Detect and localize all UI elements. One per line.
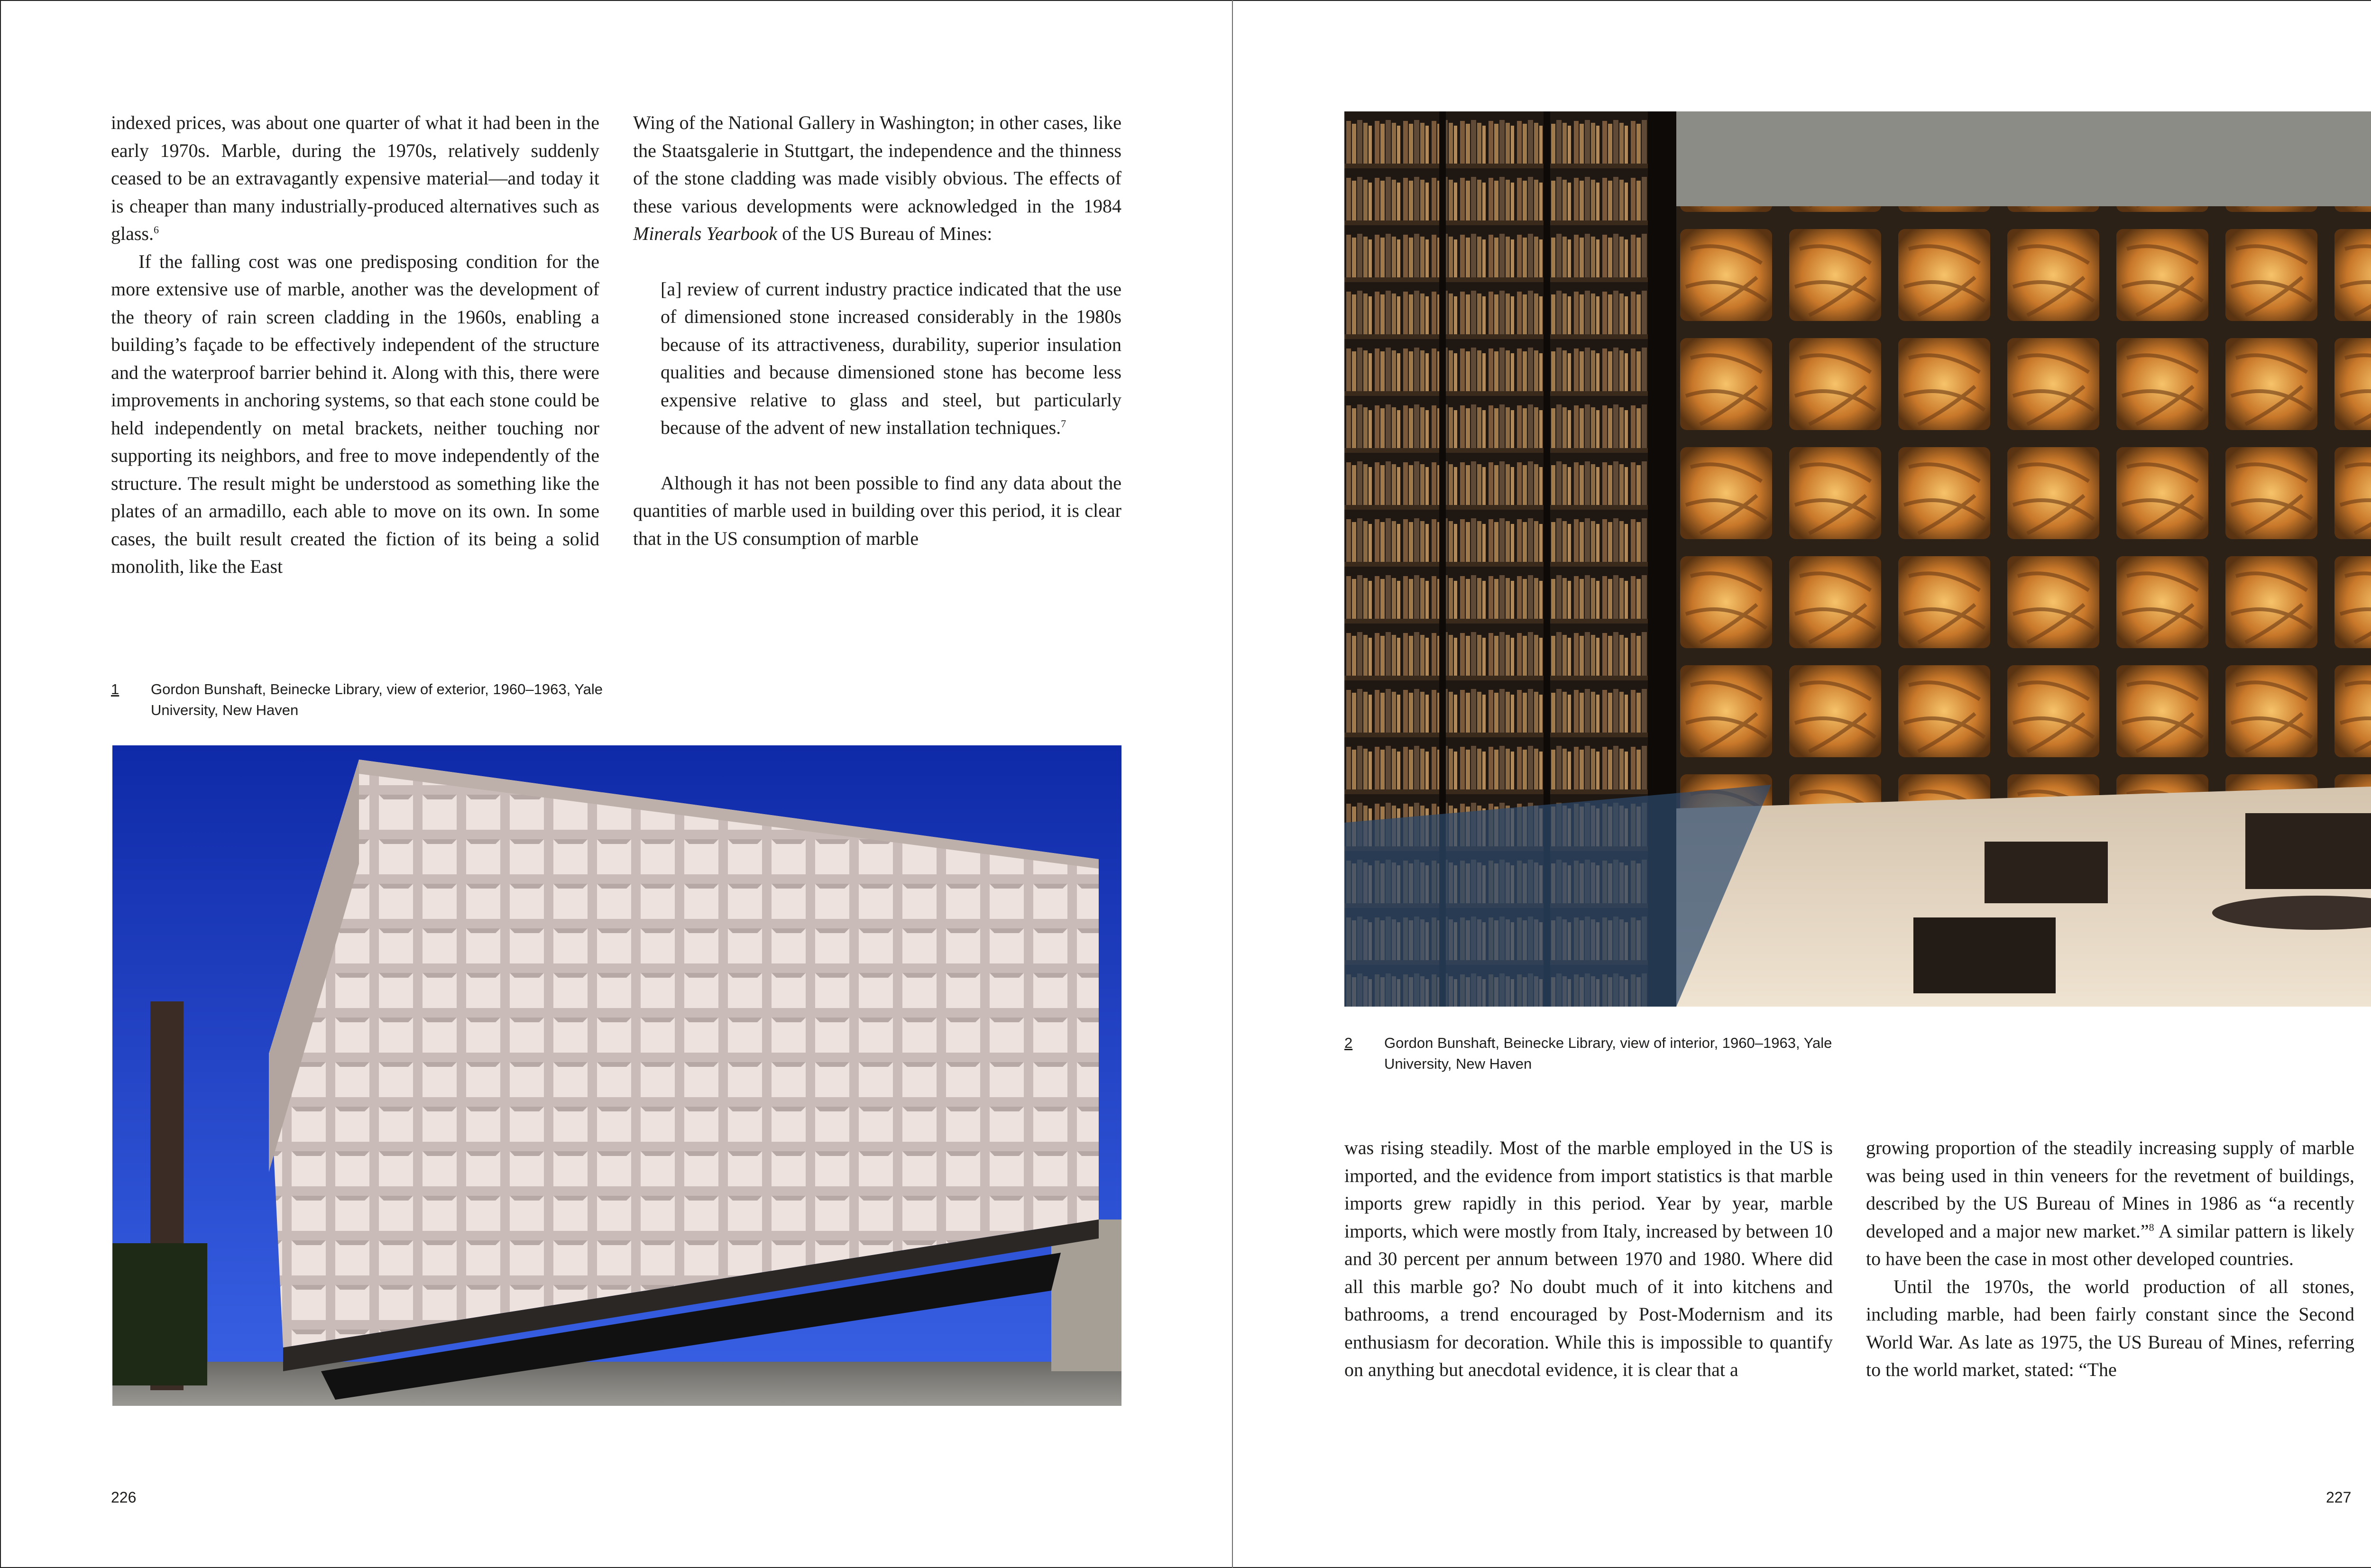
paragraph: growing proportion of the steadily increasing supply of marble was being used in thin veneers for the revetment of buildings, described by the US Bureau of Mines in 1986 as “a recently developed and a major new market.”$^8$ A similar pattern is likely to have been the case in most other developed countries. — [1866, 1137, 2354, 1269]
figure-2-interior-photo — [1344, 111, 2371, 1007]
footnote-ref[interactable]: 6 — [154, 224, 159, 236]
paragraph: Wing of the National Gallery in Washington; in other cases, like the Staatsgalerie in Stuttgart, the independence and the thinness of the stone cladding was made visibly obvious. The effects of these various developments were acknowledged in the 1984 Minerals Yearbook of the US Bureau of Mines: — [633, 112, 1121, 244]
page-number-left: 226 — [111, 1489, 137, 1506]
paragraph: Until the 1970s, the world production of all stones, including marble, had been fairly constant since the Second World War. As late as 1975, the US Bureau of Mines, referring to the world market, stated: “The — [1866, 1275, 2354, 1380]
paragraph: indexed prices, was about one quarter of what it had been in the early 1970s. Marble, during the 1970s, relatively suddenly ceased to be an extravagantly expensive material—and today it is cheaper than many industrially-produced alternatives such as glass.$^6$ — [111, 112, 599, 244]
left-page-column-1 — [111, 109, 599, 581]
figure-2-caption — [1344, 1033, 1875, 1075]
figure-1-exterior-photo — [112, 745, 1121, 1406]
right-page-column-2 — [1866, 1134, 2354, 1384]
figure-number: 1 — [111, 681, 119, 697]
right-page-column-1 — [1344, 1134, 1833, 1384]
block-quote: [a] review of current industry practice indicated that the use of dimensioned stone increased considerably in the 1980s because of its attractiveness, durability, superior insulation qualities and because dimensioned stone has become less expensive relative to glass and steel, but particularly because of the advent of new installation techniques.$^7$ — [661, 278, 1121, 438]
caption-text: Gordon Bunshaft, Beinecke Library, view of exterior, 1960–1963, Yale University, New Haven — [151, 681, 603, 718]
beinecke-interior-illustration — [1344, 111, 2371, 1007]
footnote-ref[interactable]: 7 — [1061, 418, 1066, 430]
paragraph: Although it has not been possible to find any data about the quantities of marble used in building over this period, it is clear that in the US consumption of marble — [633, 472, 1121, 549]
page-number-right: 227 — [2326, 1489, 2352, 1506]
footnote-ref[interactable]: 8 — [2149, 1221, 2154, 1233]
figure-number: 2 — [1344, 1035, 1353, 1051]
figure-1-caption — [111, 679, 642, 722]
paragraph: was rising steadily. Most of the marble employed in the US is imported, and the evidence from import statistics is that marble imports grew rapidly in this period. Year by year, marble imports, which were mostly from Italy, increased by between 10 and 30 percent per annum between 1970 and 1980. Where did all this marble go? No doubt much of it into kitchens and bathrooms, a trend encouraged by Post-Modernism and its enthusiasm for decoration. While this is impossible to quantify on anything but anecdotal evidence, it is clear that a — [1344, 1137, 1833, 1380]
paragraph: If the falling cost was one predisposing condition for the more extensive use of marble, another was the development of the theory of rain screen cladding in the 1960s, enabling a building’s façade to be effectively independent of the structure and the waterproof barrier behind it. Along with this, there were improvements in anchoring systems, so that each stone could be held independently on metal brackets, neither touching nor supporting its neighbors, and free to move independently of the structure. The result might be understood as something like the plates of an armadillo, each able to move on its own. In some cases, the built result created the fiction of its being a solid monolith, like the East — [111, 250, 599, 577]
caption-text: Gordon Bunshaft, Beinecke Library, view of interior, 1960–1963, Yale University, New Haven — [1384, 1035, 1832, 1072]
publication-title: Minerals Yearbook — [633, 223, 778, 244]
left-page-column-2 — [633, 109, 1121, 552]
gutter-fold — [1232, 0, 1233, 1568]
beinecke-exterior-illustration — [112, 745, 1121, 1406]
